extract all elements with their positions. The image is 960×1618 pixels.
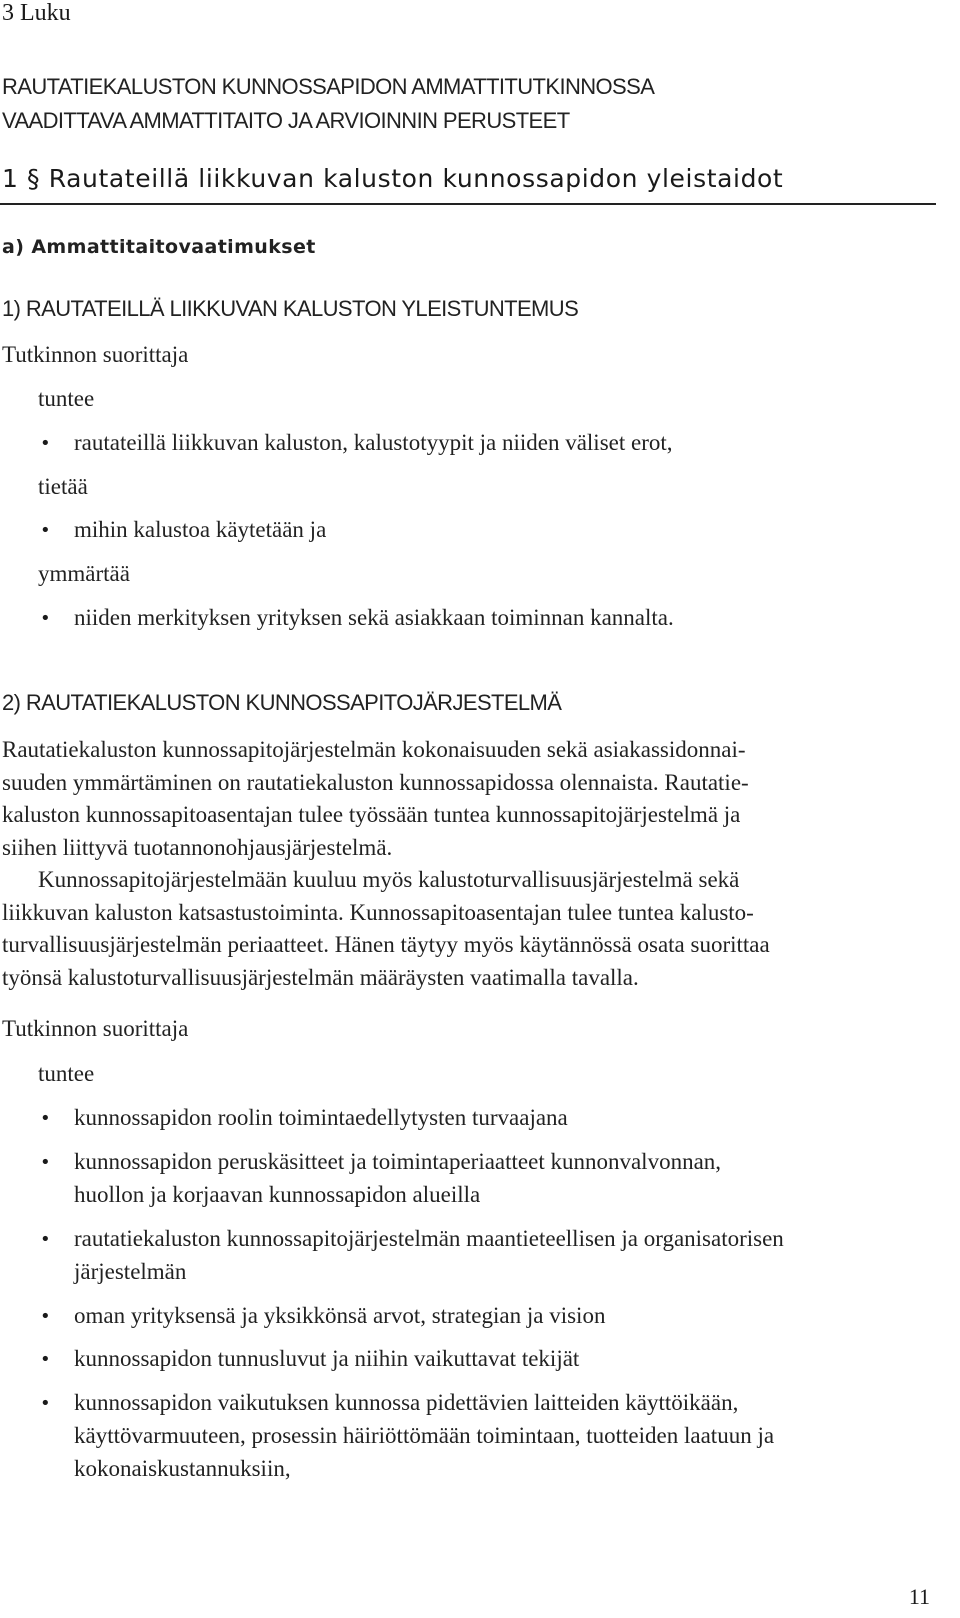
- part1-verb-1: tuntee: [38, 386, 95, 411]
- bullet-icon: •: [40, 433, 51, 454]
- part2-bullet-3-line-2: järjestelmän: [74, 1259, 187, 1284]
- part2-bullet-5: kunnossapidon tunnusluvut ja niihin vaikuttavat tekijät: [74, 1346, 580, 1371]
- part2-bullet-4: oman yrityksensä ja yksikkönsä arvot, strategian ja vision: [74, 1303, 606, 1328]
- section-divider: [0, 203, 936, 205]
- part1-verb-2: tietää: [38, 474, 88, 499]
- part2-bullet-1: kunnossapidon roolin toimintaedellytysten turvaajana: [74, 1105, 568, 1130]
- part2-bullet-2-line-1: kunnossapidon peruskäsitteet ja toimintaperiaatteet kunnonvalvonnan,: [74, 1149, 722, 1174]
- bullet-icon: •: [40, 1393, 51, 1414]
- bullet-icon: •: [40, 1349, 51, 1370]
- part2-bullet-6-line-1: kunnossapidon vaikutuksen kunnossa pidettävien laitteiden käyttöikään,: [74, 1390, 739, 1415]
- paragraph-line: työnsä kalustoturvallisuusjärjestelmän määräysten vaatimalla tavalla.: [2, 964, 639, 990]
- part2-bullet-3-line-1: rautatiekaluston kunnossapitojärjestelmän maantieteellisen ja organisatorisen: [74, 1226, 784, 1251]
- part1-bullet-3: niiden merkityksen yrityksen sekä asiakkaan toiminnan kannalta.: [74, 605, 674, 630]
- page-number: 11: [908, 1584, 930, 1609]
- paragraph-line: siihen liittyvä tuotannonohjausjärjestelmä.: [2, 834, 393, 860]
- sub-heading: a) Ammattitaitovaatimukset: [2, 236, 316, 258]
- part2-bullet-6-line-3: kokonaiskustannuksiin,: [74, 1456, 291, 1481]
- bullet-icon: •: [40, 1108, 51, 1129]
- paragraph-line: turvallisuusjärjestelmän periaatteet. Hänen täytyy myös käytännössä osata suorittaa: [2, 932, 770, 957]
- part2-intro: Tutkinnon suorittaja: [2, 1016, 189, 1041]
- part2-bullet-6-line-2: käyttövarmuuteen, prosessin häiriöttömään toimintaan, tuotteiden laatuun ja: [74, 1423, 775, 1448]
- part2-heading: 2) RAUTATIEKALUSTON KUNNOSSAPITOJÄRJESTELMÄ: [2, 690, 562, 715]
- paragraph-line: Kunnossapitojärjestelmään kuuluu myös kalustoturvallisuusjärjestelmä sekä: [38, 867, 740, 892]
- bullet-icon: •: [40, 608, 51, 629]
- bullet-icon: •: [40, 1152, 51, 1173]
- part2-paragraph-2: [2, 864, 932, 994]
- paragraph-line: kaluston kunnossapitoasentajan tulee työssään tuntea kunnossapitojärjestelmä ja: [2, 802, 741, 827]
- main-title-line-1: RAUTATIEKALUSTON KUNNOSSAPIDON AMMATTITUTKINNOSSA: [2, 74, 655, 99]
- bullet-icon: •: [40, 1306, 51, 1327]
- main-title-line-2: VAADITTAVA AMMATTITAITO JA ARVIOINNIN PERUSTEET: [2, 108, 570, 133]
- part1-intro: Tutkinnon suorittaja: [2, 342, 189, 367]
- chapter-label: 3 Luku: [2, 0, 71, 26]
- section-heading: 1 § Rautateillä liikkuvan kaluston kunnossapidon yleistaidot: [2, 164, 784, 193]
- part1-bullet-1: rautateillä liikkuvan kaluston, kalustotyypit ja niiden väliset erot,: [74, 430, 673, 455]
- bullet-icon: •: [40, 520, 51, 541]
- bullet-icon: •: [40, 1229, 51, 1250]
- part1-bullet-2: mihin kalustoa käytetään ja: [74, 517, 327, 542]
- paragraph-line: liikkuvan kaluston katsastustoiminta. Kunnossapitoasentajan tulee tuntea kalusto-: [2, 899, 754, 925]
- part2-verb: tuntee: [38, 1061, 95, 1086]
- paragraph-line: suuden ymmärtäminen on rautatiekaluston kunnossapidossa olennaista. Rautatie-: [2, 769, 749, 795]
- paragraph-line: Rautatiekaluston kunnossapitojärjestelmän kokonaisuuden sekä asiakassidonnai-: [2, 737, 746, 762]
- part2-bullet-2-line-2: huollon ja korjaavan kunnossapidon alueilla: [74, 1182, 481, 1207]
- part2-paragraph-1: [2, 734, 932, 864]
- part1-verb-3: ymmärtää: [38, 561, 130, 586]
- part1-heading: 1) RAUTATEILLÄ LIIKKUVAN KALUSTON YLEISTUNTEMUS: [2, 296, 579, 321]
